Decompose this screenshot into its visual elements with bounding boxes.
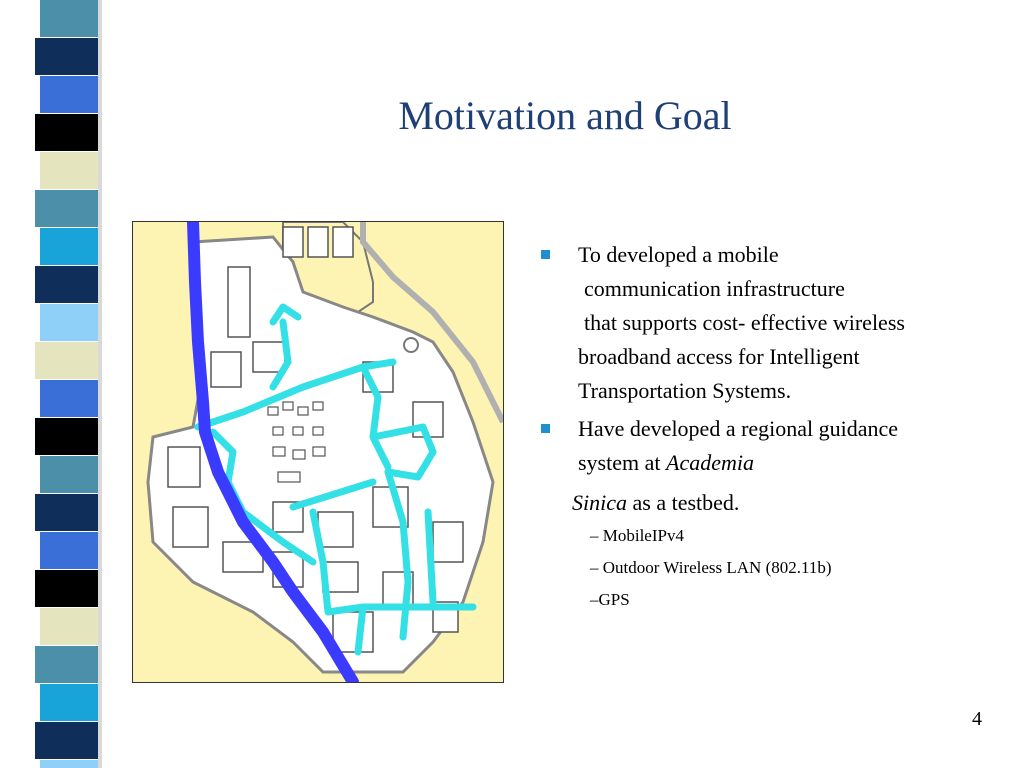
slide-title: Motivation and Goal	[398, 93, 732, 138]
sub-item-mobileipv4: – MobileIPv4	[590, 526, 684, 545]
stripe-block	[35, 38, 98, 75]
stripe-block	[40, 532, 98, 569]
stripe-block	[40, 684, 98, 721]
bullet-text: that supports cost- effective wireless	[584, 310, 905, 335]
stripe-block	[35, 266, 98, 303]
stripe-block	[35, 722, 98, 759]
bullet-list	[538, 238, 1008, 616]
campus-map-image	[133, 222, 503, 682]
emphasis-text: Sinica	[572, 490, 627, 515]
stripe-block	[40, 456, 98, 493]
stripe-block	[40, 608, 98, 645]
campus-map	[132, 221, 504, 683]
sub-item-wireless-lan: – Outdoor Wireless LAN (802.11b)	[590, 558, 832, 577]
bullet-text: communication infrastructure	[584, 276, 845, 301]
emphasis-text: Academia	[666, 450, 754, 475]
stripe-block	[40, 760, 98, 768]
stripe-block	[40, 0, 98, 37]
stripe-block	[35, 646, 98, 683]
sub-item-gps: –GPS	[590, 590, 630, 609]
bullet-text: Have developed a regional guidance	[578, 416, 899, 441]
stripe-block	[40, 152, 98, 189]
stripe-edge	[98, 0, 102, 768]
stripe-block	[40, 380, 98, 417]
page-number: 4	[972, 708, 982, 730]
stripe-block	[35, 190, 98, 227]
decorative-stripe	[0, 0, 118, 768]
stripe-block	[35, 114, 98, 151]
bullet-text: To developed a mobile	[578, 242, 779, 267]
bullet-item-infrastructure	[538, 238, 1008, 408]
bullet-text: Transportation Systems.	[578, 378, 792, 403]
square-bullet-icon	[541, 250, 550, 259]
bullet-text: broadband access for Intelligent	[578, 344, 860, 369]
bullet-text: as a testbed.	[627, 490, 740, 515]
bullet-continuation	[538, 486, 1008, 520]
stripe-block	[40, 228, 98, 265]
stripe-block	[35, 570, 98, 607]
square-bullet-icon	[541, 424, 550, 433]
stripe-block	[35, 494, 98, 531]
stripe-block	[35, 418, 98, 455]
stripe-block	[35, 342, 98, 379]
stripe-block	[40, 304, 98, 341]
stripe-block	[40, 76, 98, 113]
bullet-item-guidance	[538, 412, 1008, 480]
bullet-text: system at	[578, 450, 666, 475]
